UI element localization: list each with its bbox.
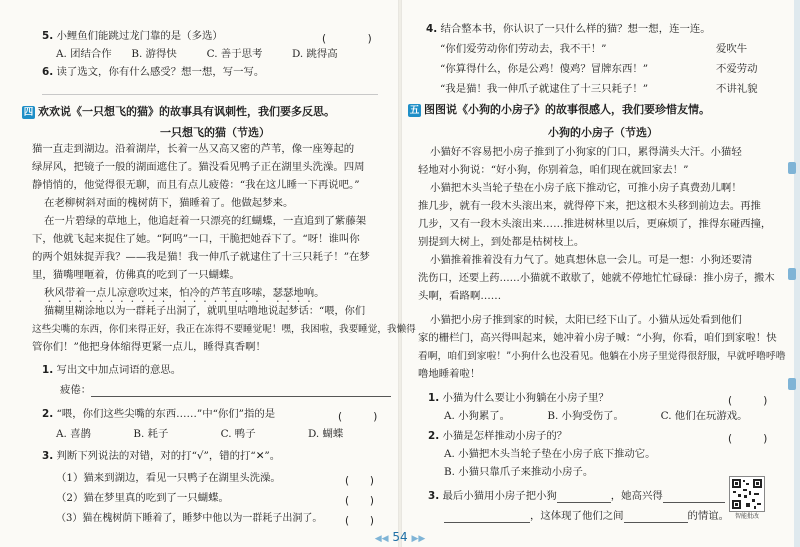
q3-item-paren[interactable]: ( ): [345, 515, 374, 527]
q3-item: （1）猫来到湖边，看见一只鸭子在湖里头洗澡。: [56, 472, 281, 484]
q5-option-a[interactable]: A. 团结合作: [56, 48, 112, 60]
q2-option-d[interactable]: D. 蝴蝶: [307, 428, 344, 440]
qr-code-label: 智能批改: [734, 513, 759, 520]
paragraph-line: 猫糊里糊涂地以为一群耗子出洞了，就叽里咕噜地说起梦话：“喂，你们: [44, 306, 366, 317]
q3-blank-3[interactable]: [444, 512, 530, 523]
paragraph-line: 别提到大树上，到处都是枯树枝上。: [418, 236, 585, 248]
paragraph-line: 洗伤口，还要上药……小猫就不敢歇了，她就不停地忙忙碌碌：推小房子，搬木: [418, 273, 775, 284]
paragraph-line: 的两个姐妹捉弄我？——我是猫！我一伸爪子就逮住了十三只耗子！”在梦: [32, 251, 370, 263]
q5-answer-paren[interactable]: ( ): [322, 33, 372, 45]
paragraph-line: 绿屏风，把镜子一般的湖面遮住了。猫没看见鸭子正在湖里头洗澡。四周: [32, 161, 365, 173]
paragraph-line: 小猫把木头当轮子垫在小房子底下推动它，可推小房子真费劲儿啊！: [430, 182, 742, 194]
q1-right-paren[interactable]: ( ): [728, 395, 768, 407]
section-badge: 五: [409, 104, 420, 116]
dotted-word-paragraph: 秋风带着一点儿凉意吹过来，怕冷的芦苇直哆嗦，瑟瑟地响。: [44, 287, 325, 299]
q5-left: 5. 小鲤鱼们能跳过龙门靠的是（多选）: [42, 30, 223, 42]
q1-answer-row: 疲倦：: [60, 384, 391, 397]
q4-quote[interactable]: “你们爱劳动你们劳动去，我不干！”: [440, 43, 607, 55]
q1-option-c[interactable]: C. 他们在玩游戏。: [660, 410, 748, 422]
q3-left: 3. 判断下列说法的对错，对的打“√”，错的打“✕”。: [42, 450, 281, 462]
q2-option-a[interactable]: A. 喜鹊: [56, 428, 91, 440]
paragraph-line: 噜地睡着啦！: [418, 368, 481, 380]
paragraph-line: 里，猫嘴哩咂着，仿佛真的吃到了一只蝴蝶。: [32, 269, 240, 281]
paragraph-line: 头啊，看路啊……: [418, 290, 502, 302]
q5-options: [56, 48, 338, 61]
paragraph-line: 几步，又有一段木头滚出来……推进树林里以后，更麻烦了，推得东碰西撞，: [418, 218, 772, 230]
q2-right: 2. 小猫是怎样推动小房子的？: [428, 430, 568, 442]
section-badge: 四: [23, 106, 34, 118]
q4-trait[interactable]: 爱吹牛: [716, 43, 748, 55]
qr-code-icon[interactable]: [729, 476, 765, 512]
paragraph-line: 在老柳树斜对面的槐树荫下，猫睡着了。他做起梦来。: [44, 197, 294, 209]
q3-right-line2: ，这体现了他们之间 的情谊。: [444, 510, 729, 523]
q2-option-c[interactable]: C. 鸭子: [220, 428, 256, 440]
q1-right-options: [444, 410, 748, 423]
paragraph-line: 看啊，咱们到家啦！”小狗什么也没看见。他躺在小房子里觉得很舒服，早就呼噜呼噜: [418, 351, 786, 362]
paragraph-line: 静悄悄的，他觉得很无聊，而且有点儿疲倦：“我在这儿睡一下再说吧。”: [32, 179, 360, 191]
q2-option-b[interactable]: B. 耗子: [133, 428, 169, 440]
article-title-left: 一只想飞的猫（节选）: [160, 126, 270, 139]
paragraph-line: 小猫推着推着没有力气了。她真想休息一会儿。可是一想：小狗还要清: [430, 254, 753, 266]
answer-line: [42, 94, 378, 95]
paragraph-line: 推几步，就有一段木头滚出来，就得停下来，把这根木头移到前边去。再推: [418, 200, 761, 212]
q3-item: （2）猫在梦里真的吃到了一只蝴蝶。: [56, 492, 229, 504]
prev-page-icon[interactable]: ◀◀: [374, 534, 389, 544]
q3-blank-4[interactable]: [624, 512, 688, 523]
paragraph-line: 在一片碧绿的草地上，他追赶着一只漂亮的红蝴蝶，一直追到了紫藤架: [44, 215, 367, 227]
paragraph-line: 家的栅栏门，高兴得叫起来，她冲着小房子喊：“小狗，你看，咱们到家啦！快: [418, 332, 777, 344]
q4-right: 4. 结合整本书，你认识了一只什么样的猫？想一想，连一连。: [426, 23, 711, 35]
q4-trait[interactable]: 不爱劳动: [716, 63, 758, 75]
q3-blank-2[interactable]: [663, 492, 725, 503]
q3-blank-1[interactable]: [557, 492, 611, 503]
paragraph-line: 小猫好不容易把小房子推到了小狗家的门口，累得满头大汗。小猫轻: [430, 146, 742, 158]
q3-item-paren[interactable]: ( ): [345, 475, 374, 487]
q4-trait[interactable]: 不讲礼貌: [716, 83, 758, 95]
q2-options: [56, 428, 343, 441]
book-spine: [398, 0, 402, 547]
section-4-header: 四 欢欢说《一只想飞的猫》的故事具有讽刺性，我们要多反思。: [23, 105, 335, 118]
paragraph-line: 轻地对小狗说：“好小狗，你别着急，咱们现在就回家去！”: [418, 164, 689, 176]
article-title-right: 小狗的小房子（节选）: [548, 126, 658, 139]
q6-left: 6. 读了选文，你有什么感受？想一想，写一写。: [42, 66, 265, 78]
q5-option-c[interactable]: C. 善于思考: [206, 48, 263, 60]
q5-option-b[interactable]: B. 游得快: [131, 48, 177, 60]
q2-right-paren[interactable]: ( ): [728, 433, 768, 445]
q1-right: 1. 小猫为什么要让小狗躺在小房子里？: [428, 392, 609, 404]
q1-option-b[interactable]: B. 小狗受伤了。: [547, 410, 624, 422]
q4-quote[interactable]: “你算得什么，你是公鸡！傻鸡？冒牌东西！”: [440, 63, 649, 75]
q4-quote[interactable]: “我是猫！我一伸爪子就逮住了十三只耗子！”: [440, 83, 649, 95]
q3-item-paren[interactable]: ( ): [345, 495, 374, 507]
q3-item: （3）猫在槐树荫下睡着了，睡梦中他以为一群耗子出洞了。: [56, 513, 323, 524]
paragraph-line: [44, 287, 325, 305]
paragraph-line: 下，他就飞起来捉住了她。“阿呜”一口，干脆把她吞下了。“呀！谁叫你: [32, 233, 360, 245]
paragraph-line: 小猫把小房子推到家的时候，太阳已经下山了。小猫从远处看到他们: [430, 314, 742, 326]
q1-option-a[interactable]: A. 小狗累了。: [444, 410, 511, 422]
section-5-header: 五 图图说《小狗的小房子》的故事很感人，我们要珍惜友情。: [409, 103, 710, 116]
edge-tab-marker: [788, 378, 796, 390]
q2-option-b[interactable]: B. 小猫只靠爪子来推动小房子。: [444, 466, 594, 478]
q1-left: 1. 写出文中加点词语的意思。: [42, 364, 182, 376]
paragraph-line: 猫一直走到湖边。沿着湖岸，长着一丛又高又密的芦苇，像一座筹起的: [32, 143, 355, 155]
page-number: ◀◀ 54 ▶▶: [374, 530, 426, 544]
q3-right: 3. 最后小猫用小房子把小狗 ，她高兴得: [428, 490, 725, 503]
q2-answer-paren[interactable]: ( ): [338, 411, 378, 423]
q5-option-d[interactable]: D. 跳得高: [291, 48, 338, 60]
q2-option-a[interactable]: A. 小猫把木头当轮子垫在小房子底下推动它。: [444, 448, 656, 460]
paragraph-line: 这些尖嘴的东西，你们来得正好，我正在冻得不要睡觉呢！嘿，我困啦，我要睡觉，我懒得: [32, 324, 416, 335]
q1-answer-blank[interactable]: [91, 386, 391, 397]
edge-tab-marker: [788, 268, 796, 280]
edge-tab-marker: [788, 162, 796, 174]
next-page-icon[interactable]: ▶▶: [411, 534, 426, 544]
q2-left: 2. “喂，你们这些尖嘴的东西……”中“你们”指的是: [42, 408, 276, 420]
paragraph-line: 管你们！”他把身体缩得更紧一点儿，睡得真香啊！: [32, 341, 266, 353]
